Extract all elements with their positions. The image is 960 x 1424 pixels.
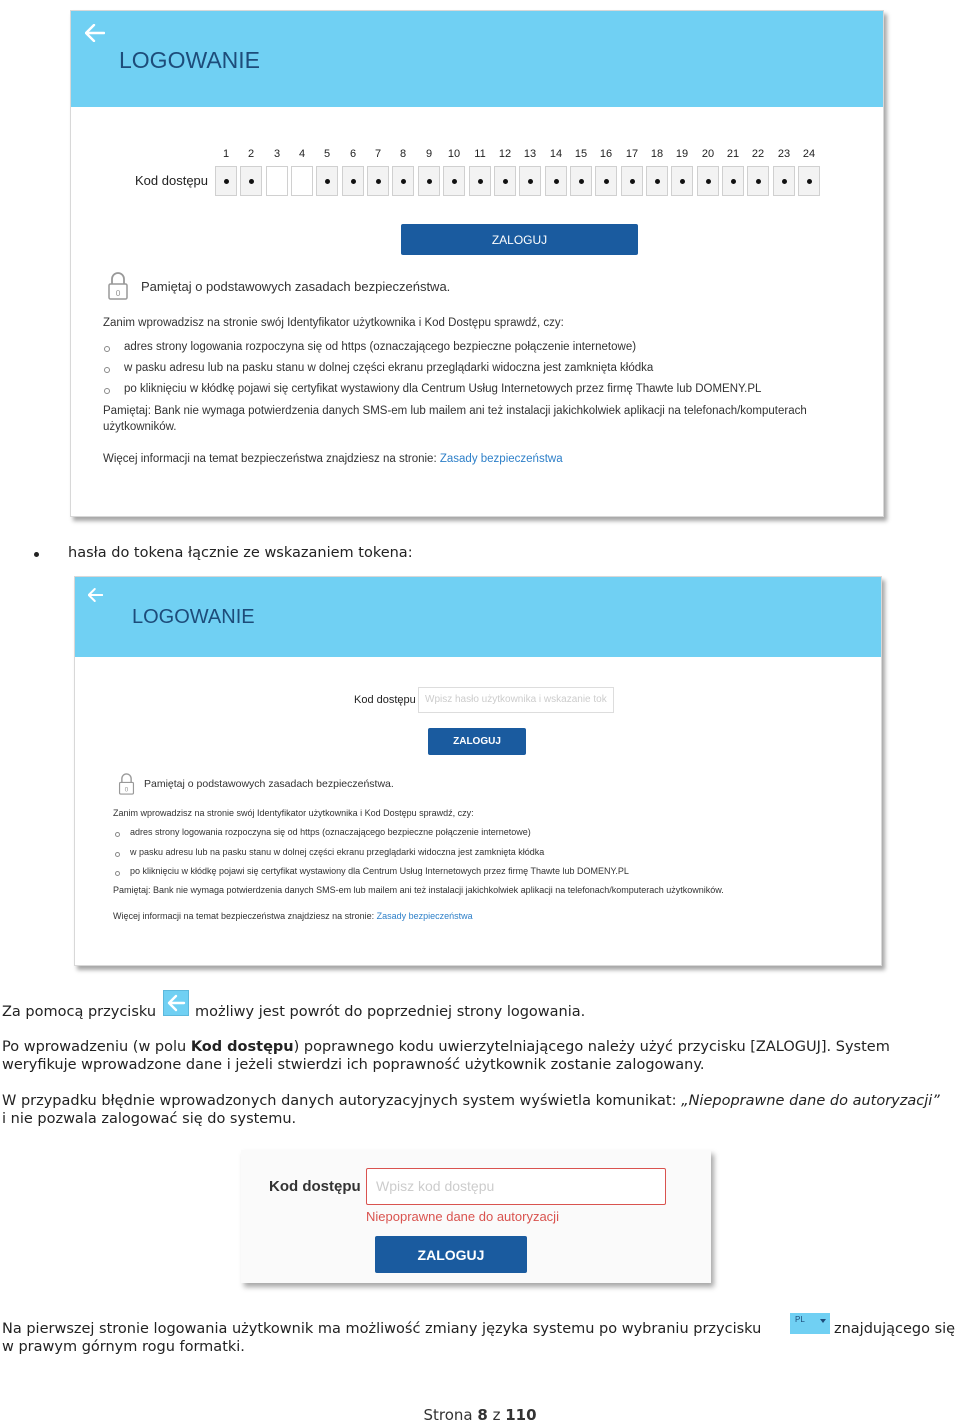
language-code: PL (795, 1315, 805, 1324)
bullet-ring (104, 367, 110, 373)
masked-dot (376, 179, 381, 184)
digit-index: 17 (625, 148, 639, 160)
more-info (113, 911, 473, 921)
login-button[interactable]: ZALOGUJ (375, 1236, 527, 1273)
security-intro: Zanim wprowadzisz na stronie swój Identyfikator użytkownika i Kod Dostępu sprawdź, czy: (113, 808, 474, 818)
page-title: LOGOWANIE (132, 606, 255, 628)
lock-icon (107, 272, 129, 300)
check-https: adres strony logowania rozpoczyna się od https (oznaczającego bezpieczne połączenie internetowe) (124, 341, 637, 353)
security-intro: Zanim wprowadzisz na stronie swój Identyfikator użytkownika i Kod Dostępu sprawdź, czy: (103, 317, 564, 329)
arrow-left-icon (164, 991, 188, 1015)
masked-dot (452, 179, 457, 184)
code-digit-box[interactable] (747, 166, 769, 196)
language-button-sample[interactable] (790, 1313, 830, 1334)
code-digit-box[interactable] (494, 166, 516, 196)
code-digit-box[interactable] (697, 166, 719, 196)
login-header (75, 577, 881, 657)
para-language-cont: znajdującego się (834, 1321, 956, 1337)
code-digit-box[interactable] (342, 166, 364, 196)
chevron-down-icon (820, 1319, 826, 1323)
digit-index: 1 (222, 148, 230, 160)
code-digit-box[interactable] (671, 166, 693, 196)
kod-dostepu-label: Kod dostępu (135, 173, 209, 188)
masked-dot (478, 179, 483, 184)
masked-dot (579, 179, 584, 184)
masked-dot (528, 179, 533, 184)
masked-dot (249, 179, 254, 184)
code-digit-box[interactable] (392, 166, 414, 196)
digit-index: 12 (498, 148, 512, 160)
text-segment: ) poprawnego kodu uwierzytelniającego należy użyć przycisku [ZALOGUJ]. System (293, 1039, 890, 1055)
text-segment: Po wprowadzeniu (w polu (2, 1039, 191, 1055)
digit-index: 3 (273, 148, 281, 160)
page-number: 8 (477, 1406, 488, 1424)
token-password-input[interactable] (418, 687, 614, 713)
arrow-left-icon[interactable] (88, 588, 103, 602)
error-screenshot-card (241, 1150, 711, 1283)
para-after-entry (2, 1038, 958, 1056)
security-title: Pamiętaj o podstawowych zasadach bezpieczeństwa. (141, 279, 451, 294)
digit-index: 16 (599, 148, 613, 160)
masked-dot (731, 179, 736, 184)
code-digit-box[interactable] (621, 166, 643, 196)
more-info (103, 453, 563, 465)
bullet-ring (115, 852, 120, 857)
footer-prefix: Strona (423, 1406, 478, 1424)
input-placeholder: Wpisz hasło użytkownika i wskazanie tok (425, 694, 607, 705)
digit-index: 13 (523, 148, 537, 160)
text-segment: W przypadku błędnie wprowadzonych danych autoryzacyjnych system wyświetla komunikat: (2, 1093, 682, 1109)
check-padlock: w pasku adresu lub na pasku stanu w dolnej części ekranu przeglądarki widoczna jest zamknięta kłódka (130, 847, 545, 857)
para-back-after: możliwy jest powrót do poprzedniej strony logowania. (195, 1004, 586, 1020)
digit-index: 21 (726, 148, 740, 160)
masked-dot (807, 179, 812, 184)
digit-index: 23 (777, 148, 791, 160)
digit-index: 4 (298, 148, 306, 160)
masked-dot (604, 179, 609, 184)
login-screenshot-card-2 (74, 576, 882, 966)
bullet-ring (104, 388, 110, 394)
svg-text:0: 0 (115, 289, 121, 298)
arrow-left-icon[interactable] (85, 24, 105, 42)
check-https: adres strony logowania rozpoczyna się od https (oznaczającego bezpieczne połączenie internetowe) (130, 827, 531, 837)
digit-index: 2 (247, 148, 255, 160)
security-info (113, 808, 853, 928)
digit-index: 24 (802, 148, 816, 160)
masked-dot (655, 179, 660, 184)
svg-text:0: 0 (124, 786, 129, 794)
masked-dot (630, 179, 635, 184)
security-note: Pamiętaj: Bank nie wymaga potwierdzenia danych SMS-em lub mailem ani też instalacji jakichkolwiek aplikacji na telefonach/komputerach użytkowników. (113, 885, 724, 895)
code-digit-box[interactable] (418, 166, 440, 196)
login-header (71, 11, 883, 107)
digit-index: 6 (349, 148, 357, 160)
para-language: Na pierwszej stronie logowania użytkownik ma możliwość zmiany języka systemu po wybraniu przycisku (2, 1321, 762, 1337)
para-error (2, 1092, 940, 1110)
digit-index: 14 (549, 148, 563, 160)
code-digit-box[interactable] (595, 166, 617, 196)
code-digit-box[interactable] (291, 166, 313, 196)
masked-dot (401, 179, 406, 184)
bullet-dot (34, 552, 39, 557)
page-title: LOGOWANIE (119, 47, 260, 73)
digit-index: 22 (751, 148, 765, 160)
access-code-input[interactable] (366, 1168, 666, 1205)
kod-dostepu-label: Kod dostępu (269, 1178, 361, 1195)
digit-index: 10 (447, 148, 461, 160)
masked-dot (680, 179, 685, 184)
more-info-text: Więcej informacji na temat bezpieczeństwa znajdziesz na stronie: (103, 453, 440, 465)
input-placeholder: Wpisz kod dostępu (376, 1178, 495, 1194)
security-note: Pamiętaj: Bank nie wymaga potwierdzenia danych SMS-em lub mailem ani też instalacji jakichkolwiek aplikacji na telefonach/komputerach (103, 405, 807, 417)
login-screenshot-card-1 (70, 10, 884, 517)
digit-index: 19 (675, 148, 689, 160)
code-digit-box[interactable] (443, 166, 465, 196)
digit-index: 7 (374, 148, 382, 160)
security-info (103, 317, 863, 477)
masked-dot (503, 179, 508, 184)
masked-dot (325, 179, 330, 184)
para-after-entry-line2: weryfikuje wprowadzone dane i jeżeli stwierdzi ich poprawność użytkownik zostanie zalogowany. (2, 1057, 705, 1073)
page-total: 110 (505, 1406, 537, 1424)
code-digit-box[interactable] (722, 166, 744, 196)
footer-mid: z (487, 1406, 506, 1424)
lock-icon (118, 773, 135, 795)
masked-dot (224, 179, 229, 184)
digit-index: 18 (650, 148, 664, 160)
kod-dostepu-label: Kod dostępu (354, 694, 416, 706)
masked-dot (756, 179, 761, 184)
check-certificate: po kliknięciu w kłódkę pojawi się certyfikat wystawiony dla Centrum Usług Internetowych przez firmę Thawte lub DOMENY.PL (130, 866, 629, 876)
digit-index: 11 (474, 148, 486, 160)
para-back-button (2, 1003, 156, 1021)
check-certificate: po kliknięciu w kłódkę pojawi się certyfikat wystawiony dla Centrum Usług Internetowych przez firmę Thawte lub DOMENY.PL (124, 383, 762, 395)
security-rules-link[interactable]: Zasady bezpieczeństwa (439, 453, 563, 465)
para-language-line2: w prawym górnym rogu formatki. (2, 1339, 245, 1355)
code-digit-box[interactable] (798, 166, 820, 196)
digit-index: 20 (701, 148, 715, 160)
code-digit-box[interactable] (240, 166, 262, 196)
digit-index: 8 (399, 148, 407, 160)
bullet-ring (115, 871, 120, 876)
digit-index: 5 (323, 148, 331, 160)
code-digit-box[interactable] (215, 166, 237, 196)
para-back-before: Za pomocą przycisku (2, 1004, 157, 1020)
code-digit-box[interactable] (545, 166, 567, 196)
code-digit-box[interactable] (570, 166, 592, 196)
code-digit-box[interactable] (519, 166, 541, 196)
error-message-quote: „Niepoprawne dane do autoryzacji” (681, 1093, 940, 1109)
digit-index: 9 (425, 148, 433, 160)
masked-dot (554, 179, 559, 184)
error-message: Niepoprawne dane do autoryzacji (366, 1209, 559, 1224)
bold-field-name: Kod dostępu (190, 1039, 294, 1055)
check-padlock: w pasku adresu lub na pasku stanu w dolnej części ekranu przeglądarki widoczna jest zamknięta kłódka (124, 362, 654, 374)
more-info-text: Więcej informacji na temat bezpieczeństwa znajdziesz na stronie: (113, 911, 377, 921)
login-button[interactable]: ZALOGUJ (401, 224, 638, 255)
security-rules-link[interactable]: Zasady bezpieczeństwa (376, 911, 473, 921)
para-error-line2: i nie pozwala zalogować się do systemu. (2, 1111, 297, 1127)
security-title: Pamiętaj o podstawowych zasadach bezpieczeństwa. (144, 778, 394, 790)
masked-dot (782, 179, 787, 184)
digit-index: 15 (574, 148, 588, 160)
masked-dot (706, 179, 711, 184)
bullet-ring (115, 832, 120, 837)
bullet-ring (104, 346, 110, 352)
code-digit-box[interactable] (367, 166, 389, 196)
code-digit-box[interactable] (646, 166, 668, 196)
back-button-sample (163, 990, 189, 1016)
masked-dot (351, 179, 356, 184)
code-digit-box[interactable] (773, 166, 795, 196)
login-button[interactable]: ZALOGUJ (428, 728, 526, 755)
code-digit-box[interactable] (266, 166, 288, 196)
code-digit-box[interactable] (469, 166, 491, 196)
page-footer (0, 1406, 960, 1424)
bullet-text: hasła do tokena łącznie ze wskazaniem tokena: (68, 545, 413, 561)
code-digit-box[interactable] (316, 166, 338, 196)
masked-dot (427, 179, 432, 184)
security-note-cont: użytkowników. (103, 421, 177, 433)
